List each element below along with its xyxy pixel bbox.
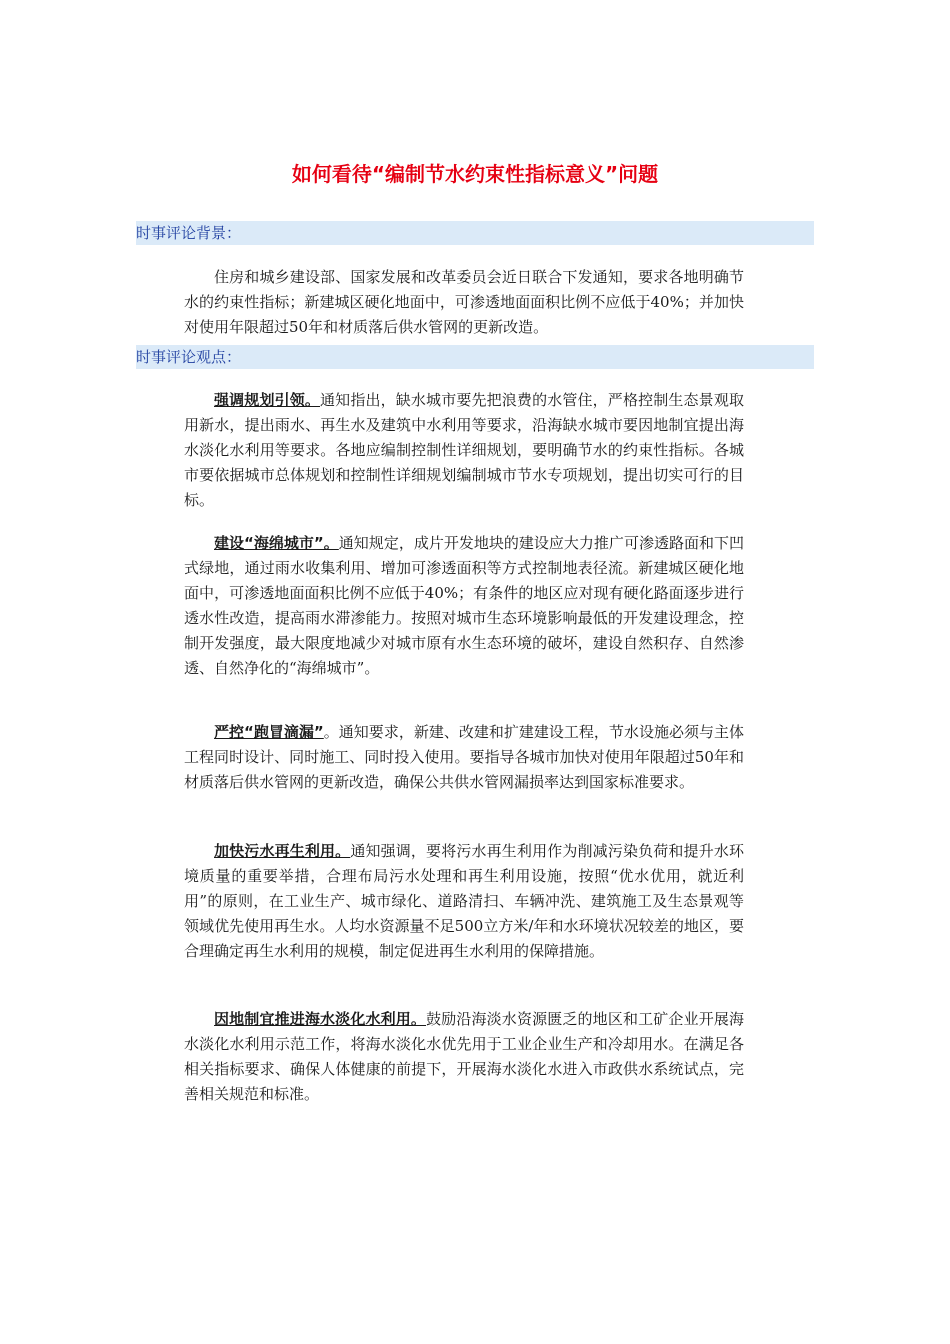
viewpoint-lead-1: 强调规划引领。 [214, 391, 321, 409]
viewpoint-paragraph-4 [184, 839, 744, 964]
page-title: 如何看待“编制节水约束性指标意义”问题 [291, 162, 659, 186]
viewpoint-lead-2: 建设“海绵城市”。 [214, 534, 339, 552]
viewpoint-section-bar [136, 345, 814, 369]
viewpoint-paragraph-3 [184, 720, 744, 795]
background-section-bar [136, 221, 814, 245]
viewpoint-text-5: 鼓励沿海淡水资源匮乏的地区和工矿企业开展海水淡化水利用示范工作，将海水淡化水优先用于工业企业生产和冷却用水。在满足各相关指标要求、确保人体健康的前提下，开展海水淡化水进入市政供水系统试点，完善相关规范和标准。 [184, 1010, 744, 1103]
viewpoint-paragraph-2 [184, 531, 744, 681]
background-section-label: 时事评论背景： [136, 224, 242, 242]
viewpoint-text-1: 通知指出，缺水城市要先把浪费的水管住，严格控制生态景观取用新水，提出雨水、再生水及建筑中水利用等要求，沿海缺水城市要因地制宜提出海水淡化水利用等要求。各地应编制控制性详细规划，要明确节水的约束性指标。各城市要依据城市总体规划和控制性详细规划编制城市节水专项规划，提出切实可行的目标。 [184, 391, 744, 509]
viewpoint-text-2: 通知规定，成片开发地块的建设应大力推广可渗透路面和下凹式绿地，通过雨水收集利用、增加可渗透面积等方式控制地表径流。新建城区硬化地面中，可渗透地面面积比例不应低于40%；有条件的地区应对现有硬化路面逐步进行透水性改造，提高雨水滞渗能力。按照对城市生态环境影响最低的开发建设理念，控制开发强度，最大限度地减少对城市原有水生态环境的破坏，建设自然积存、自然渗透、自然净化的“海绵城市”。 [184, 534, 744, 677]
background-paragraph: 住房和城乡建设部、国家发展和改革委员会近日联合下发通知，要求各地明确节水的约束性指标；新建城区硬化地面中，可渗透地面面积比例不应低于40%；并加快对使用年限超过50年和材质落后供水管网的更新改造。 [184, 268, 744, 336]
viewpoint-section-label: 时事评论观点： [136, 348, 242, 366]
viewpoint-text-3: 。通知要求，新建、改建和扩建建设工程，节水设施必须与主体工程同时设计、同时施工、同时投入使用。要指导各城市加快对使用年限超过50年和材质落后供水管网的更新改造，确保公共供水管网漏损率达到国家标准要求。 [184, 723, 744, 791]
viewpoint-text-4: 通知强调，要将污水再生利用作为削减污染负荷和提升水环境质量的重要举措，合理布局污水处理和再生利用设施，按照“优水优用，就近利用”的原则，在工业生产、城市绿化、道路清扫、车辆冲洗、建筑施工及生态景观等领域优先使用再生水。人均水资源量不足500立方米/年和水环境状况较差的地区，要合理确定再生水利用的规模，制定促进再生水利用的保障措施。 [184, 842, 744, 960]
viewpoint-lead-3: 严控“跑冒滴漏” [214, 723, 324, 741]
viewpoint-lead-5: 因地制宜推进海水淡化水利用。 [214, 1010, 427, 1028]
viewpoint-lead-4: 加快污水再生利用。 [214, 842, 351, 860]
viewpoint-paragraph-1 [184, 388, 744, 513]
viewpoint-paragraph-5 [184, 1007, 744, 1107]
